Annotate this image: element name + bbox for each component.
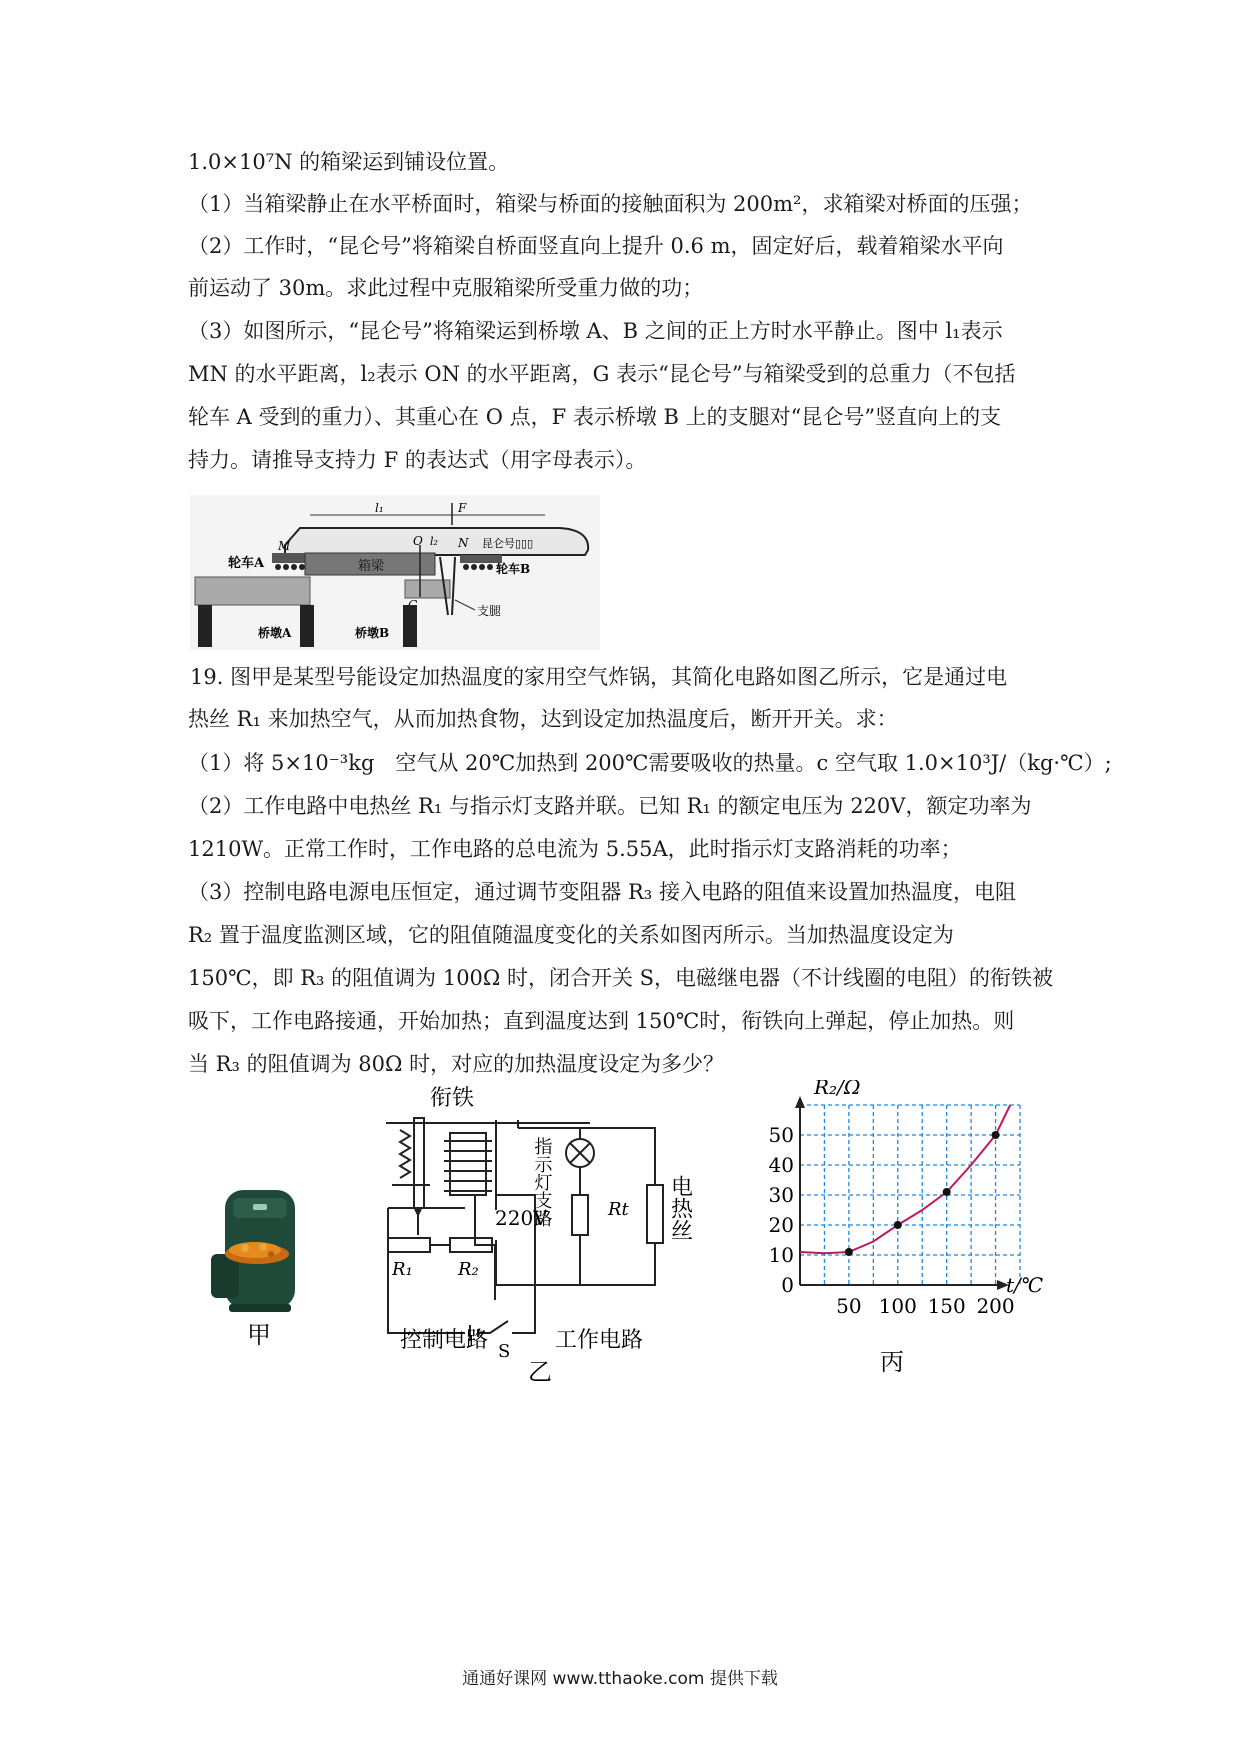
data-point — [894, 1221, 902, 1229]
q18-part3-b: MN 的水平距离，l₂表示 ON 的水平距离，G 表示“昆仑号”与箱梁受到的总重力（不包括 — [188, 362, 1016, 386]
air-fryer-image — [205, 1180, 315, 1350]
footer-source: 通通好课网 www.tthaoke.com 提供下载 — [462, 1669, 778, 1689]
q19-line-7: R₂ 置于温度监测区域，它的阻值随温度变化的关系如图丙所示。当加热温度设定为 — [188, 923, 954, 947]
y-tick-label: 0 — [781, 1273, 794, 1297]
label-cart-a: 轮车A — [228, 556, 265, 571]
caption-yi: 乙 — [528, 1358, 552, 1385]
q18-intro: 1.0×10⁷N 的箱梁运到铺设位置。 — [188, 150, 510, 174]
label-indicator: 指示灯支路 — [531, 1137, 553, 1227]
q18-part2-b: 前运动了 30m。求此过程中克服箱梁所受重力做的功； — [188, 276, 704, 300]
bridge-figure — [190, 495, 600, 650]
label-l1: l₁ — [375, 501, 384, 515]
label-pier-b: 桥墩B — [355, 626, 390, 640]
label-r1: R₁ — [392, 1259, 413, 1280]
caption-jia: 甲 — [247, 1321, 271, 1349]
q19-line-2: 热丝 R₁ 来加热空气，从而加热食物，达到设定加热温度后，断开开关。求： — [188, 707, 898, 731]
data-point — [992, 1131, 1000, 1139]
q18-part1: （1）当箱梁静止在水平桥面时，箱梁与桥面的接触面积为 200m²，求箱梁对桥面的压强； — [188, 192, 1033, 216]
q18-part3-c: 轮车 A 受到的重力）、其重心在 O 点，F 表示桥墩 B 上的支腿对“昆仑号”竖直向上的支 — [188, 405, 1002, 429]
label-heater: 电热丝 — [667, 1175, 693, 1241]
label-kunlun: 昆仑号▯▯▯ — [482, 537, 534, 550]
q18-part2-a: （2）工作时，“昆仑号”将箱梁自桥面竖直向上提升 0.6 m，固定好后，载着箱梁水平向 — [188, 234, 1004, 258]
q19-line-4: （2）工作电路中电热丝 R₁ 与指示灯支路并联。已知 R₁ 的额定电压为 220V，额定功率为 — [188, 794, 1032, 818]
q18-part3-d: 持力。请推导支持力 F 的表达式（用字母表示）。 — [188, 448, 647, 472]
q19-line-9: 吸下，工作电路接通，开始加热；直到温度达到 150℃时，衔铁向上弹起，停止加热。则 — [188, 1009, 1015, 1033]
y-axis-label: R₂/Ω — [814, 1080, 861, 1099]
label-M: M — [278, 539, 291, 553]
q18-part3-a: （3）如图所示，“昆仑号”将箱梁运到桥墩 A、B 之间的正上方时水平静止。图中 l₁表示 — [188, 319, 1003, 343]
y-tick-label: 50 — [768, 1123, 794, 1147]
y-tick-label: 40 — [768, 1153, 794, 1177]
label-work-circuit: 工作电路 — [555, 1328, 644, 1353]
y-tick-label: 20 — [768, 1213, 794, 1237]
label-beam: 箱梁 — [358, 559, 385, 574]
label-O: O — [413, 534, 423, 548]
caption-bing: 丙 — [880, 1348, 904, 1376]
q19-line-6: （3）控制电路电源电压恒定，通过调节变阻器 R₃ 接入电路的阻值来设置加热温度，电阻 — [188, 880, 1016, 904]
x-tick-label: 50 — [836, 1294, 862, 1318]
q19-line-3: （1）将 5×10⁻³kg 空气从 20℃加热到 200℃需要吸收的热量。c 空气取 1.0×10³J/（kg·℃）; — [188, 751, 1112, 775]
y-tick-label: 10 — [768, 1243, 794, 1267]
y-tick-label: 30 — [768, 1183, 794, 1207]
label-cart-b: 轮车B — [496, 562, 531, 576]
label-control-circuit: 控制电路 — [400, 1328, 489, 1353]
q19-line-1: 19. 图甲是某型号能设定加热温度的家用空气炸锅，其简化电路如图乙所示，它是通过电 — [190, 665, 1008, 689]
label-l2: l₂ — [430, 535, 438, 548]
label-pier-a: 桥墩A — [258, 626, 292, 640]
label-220v: 220V — [495, 1206, 548, 1230]
x-axis-label: t/℃ — [1006, 1273, 1044, 1297]
x-tick-label: 200 — [976, 1294, 1015, 1318]
label-F: F — [458, 501, 467, 515]
r2-temperature-chart — [760, 1080, 1060, 1390]
q19-line-10: 当 R₃ 的阻值调为 80Ω 时，对应的加热温度设定为多少？ — [188, 1052, 725, 1076]
y-axis-arrow — [795, 1096, 805, 1108]
label-N: N — [458, 536, 469, 550]
label-support-leg: 支腿 — [477, 604, 502, 618]
label-switch: S — [498, 1341, 511, 1362]
circuit-diagram — [370, 1085, 750, 1385]
x-tick-label: 150 — [927, 1294, 966, 1318]
data-point — [943, 1188, 951, 1196]
label-r2: R₂ — [458, 1259, 479, 1280]
q19-line-5: 1210W。正常工作时，工作电路的总电流为 5.55A，此时指示灯支路消耗的功率； — [188, 837, 962, 861]
label-armature: 衔铁 — [430, 1086, 475, 1111]
label-rt: Rt — [608, 1199, 629, 1220]
data-point — [845, 1248, 853, 1256]
r2-curve — [800, 1105, 1010, 1253]
q19-line-8: 150℃，即 R₃ 的阻值调为 100Ω 时，闭合开关 S，电磁继电器（不计线圈的电阻）的衔铁被 — [188, 966, 1054, 990]
x-tick-label: 100 — [878, 1294, 917, 1318]
